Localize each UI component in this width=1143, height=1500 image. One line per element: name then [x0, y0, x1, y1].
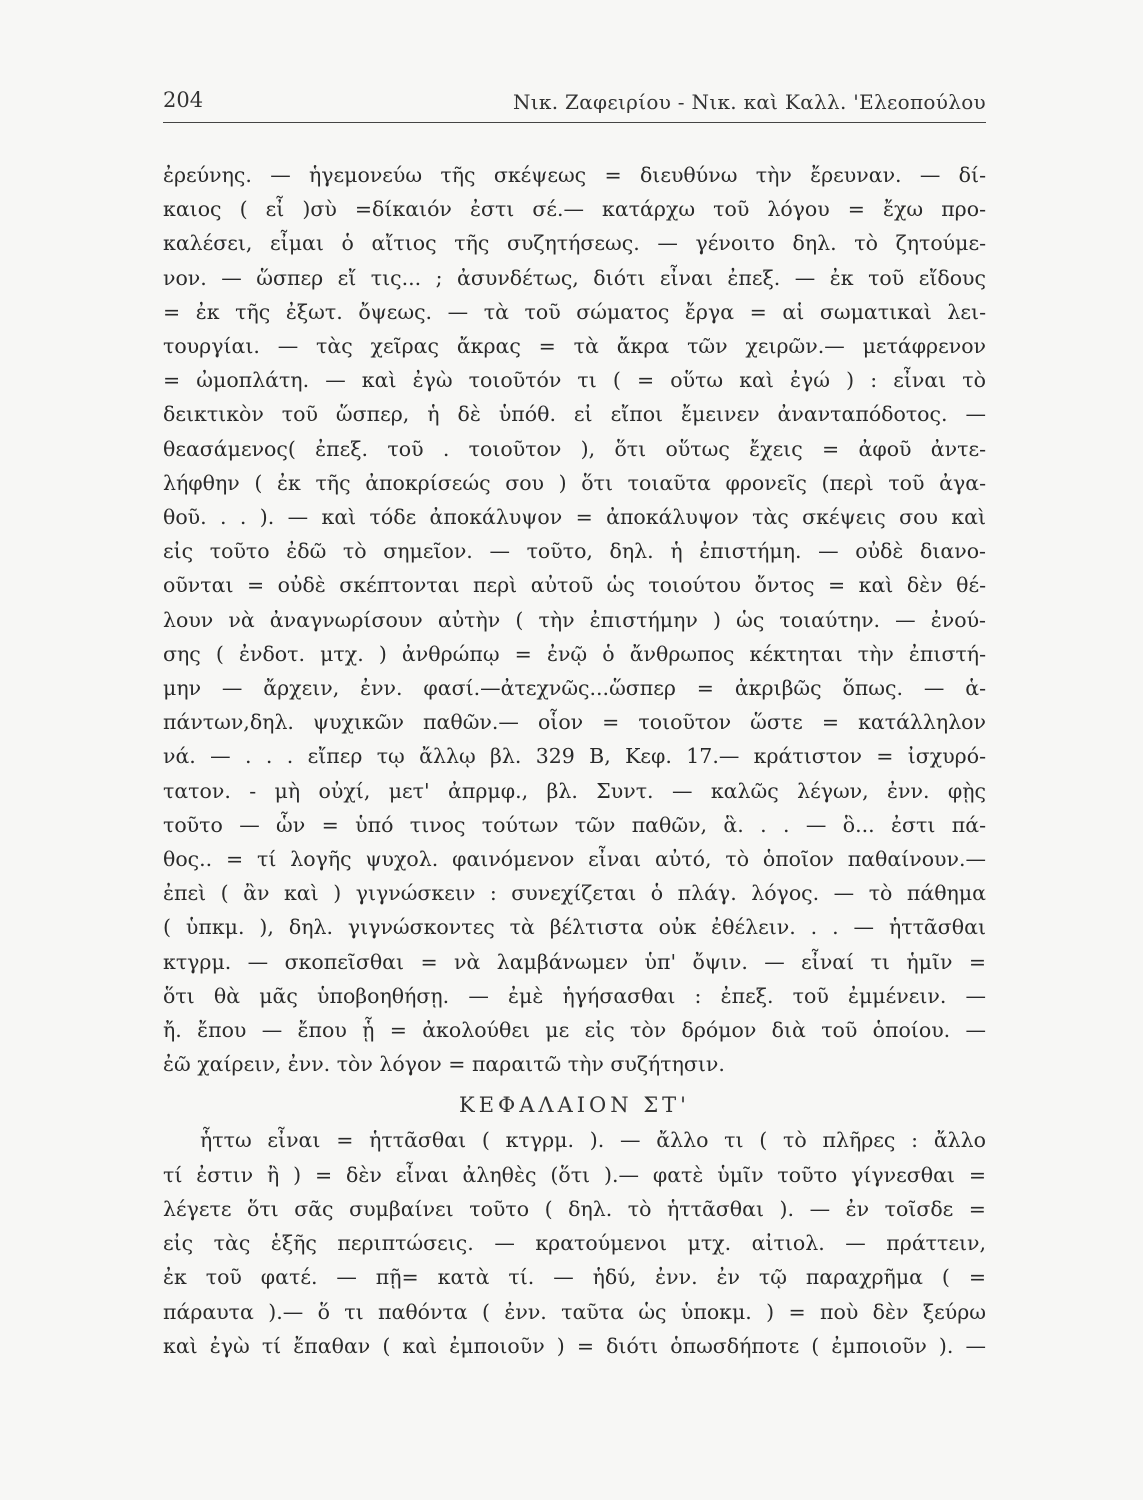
text-line: ἐπεὶ ( ἂν καὶ ) γιγνώσκειν : συνεχίζεται ὁ πλάγ. λόγος. — τὸ πάθημα: [163, 881, 986, 906]
text-line: σης ( ἐνδοτ. μτχ. ) ἀνθρώπῳ = ἐνῷ ὁ ἄνθρωπος κέκτηται τὴν ἐπιστή-: [163, 641, 986, 666]
text-line: πάντων,δηλ. ψυχικῶν παθῶν.— οἷον = τοιοῦτον ὥστε = κατάλληλον: [163, 710, 986, 735]
text-line: δεικτικὸν τοῦ ὥσπερ, ἡ δὲ ὑπόθ. εἰ εἴποι ἔμεινεν ἀνανταπόδοτος. —: [163, 402, 986, 427]
text-line: ἐρεύνης. — ἡγεμονεύω τῆς σκέψεως = διευθύνω τὴν ἔρευναν. — δί-: [163, 163, 986, 187]
text-line: ἐκ τοῦ φατέ. — πῇ= κατὰ τί. — ἡδύ, ἐνν. ἐν τῷ παραχρῆμα ( =: [163, 1265, 986, 1290]
text-line: καιος ( εἶ )σὺ =δίκαιόν ἐστι σέ.— κατάρχω τοῦ λόγου = ἔχω προ-: [163, 197, 986, 222]
text-line: θεασάμενος( ἐπεξ. τοῦ . τοιοῦτον ), ὅτι οὕτως ἔχεις = ἀφοῦ ἀντε-: [163, 436, 986, 461]
chapter-heading: ΚΕΦΑΛΑΙΟΝ ΣΤ': [459, 1093, 690, 1118]
text-line: τατον. - μὴ οὐχί, μετ' ἀπρμφ., βλ. Συντ. — καλῶς λέγων, ἐνν. φῂς: [163, 778, 986, 803]
commentary-block: [163, 158, 986, 1081]
running-head: Νικ. Ζαφειρίου - Νικ. καὶ Καλλ. 'Ελεοπούλου: [512, 90, 986, 114]
chapter-block: [163, 1123, 986, 1362]
text-line: νά. — . . . εἴπερ τῳ ἄλλῳ βλ. 329 Β, Κεφ. 17.— κράτιστον = ἰσχυρό-: [163, 744, 986, 769]
text-line: ἤ. ἔπου — ἔπου ᾗ = ἀκολούθει με εἰς τὸν δρόμον διὰ τοῦ ὁποίου. —: [163, 1018, 986, 1043]
text-line: τί ἐστιν ἢ ) = δὲν εἶναι ἀληθὲς (ὅτι ).— φατὲ ὑμῖν τοῦτο γίγνεσθαι =: [163, 1162, 986, 1187]
text-line: λέγετε ὅτι σᾶς συμβαίνει τοῦτο ( δηλ. τὸ ἡττᾶσθαι ). — ἐν τοῖσδε =: [163, 1196, 986, 1221]
text-line: = ἐκ τῆς ἐξωτ. ὄψεως. — τὰ τοῦ σώματος ἔργα = αἱ σωματικαὶ λει-: [163, 299, 986, 324]
text-line: τουργίαι. — τὰς χεῖρας ἄκρας = τὰ ἄκρα τῶν χειρῶν.— μετάφρενον: [163, 334, 986, 359]
text-line: τοῦτο — ὧν = ὑπό τινος τούτων τῶν παθῶν, ἃ. . . — ὃ... ἐστι πά-: [163, 812, 986, 837]
text-line: οῦνται = οὐδὲ σκέπτονται περὶ αὐτοῦ ὡς τοιούτου ὄντος = καὶ δὲν θέ-: [163, 573, 986, 598]
page-header: [163, 86, 986, 123]
page-number: 204: [163, 88, 204, 112]
text-line: μην — ἄρχειν, ἐνν. φασί.—ἀτεχνῶς...ὥσπερ = ἀκριβῶς ὅπως. — ἁ-: [163, 676, 986, 701]
text-line: ἧττω εἶναι = ἡττᾶσθαι ( κτγρμ. ). — ἄλλο τι ( τὸ πλῆρες : ἄλλο: [200, 1128, 986, 1153]
text-line: καὶ ἐγὼ τί ἔπαθαν ( καὶ ἐμποιοῦν ) = διότι ὁπωσδήποτε ( ἐμποιοῦν ). —: [163, 1333, 986, 1358]
text-line: πάραυτα ).— ὅ τι παθόντα ( ἐνν. ταῦτα ὡς ὑποκμ. ) = ποὺ δὲν ξεύρω: [163, 1299, 986, 1324]
text-line: εἰς τοῦτο ἐδῶ τὸ σημεῖον. — τοῦτο, δηλ. ἡ ἐπιστήμη. — οὐδὲ διανο-: [163, 539, 986, 564]
text-line: λουν νὰ ἀναγνωρίσουν αὐτὴν ( τὴν ἐπιστήμην ) ὡς τοιαύτην. — ἐνού-: [163, 607, 986, 632]
text-line: νον. — ὥσπερ εἴ τις... ; ἀσυνδέτως, διότι εἶναι ἐπεξ. — ἐκ τοῦ εἴδους: [163, 265, 986, 290]
text-line: εἰς τὰς ἑξῆς περιπτώσεις. — κρατούμενοι μτχ. αἰτιολ. — πράττειν,: [163, 1231, 986, 1256]
text-line: = ὠμοπλάτη. — καὶ ἐγὼ τοιοῦτόν τι ( = οὕτω καὶ ἐγώ ) : εἶναι τὸ: [163, 368, 986, 393]
text-line: θος.. = τί λογῆς ψυχολ. φαινόμενον εἶναι αὐτό, τὸ ὁποῖον παθαίνουν.—: [163, 847, 986, 872]
text-line: ἐῶ χαίρειν, ἐνν. τὸν λόγον = παραιτῶ τὴν συζήτησιν.: [163, 1052, 725, 1077]
text-line: θοῦ. . . ). — καὶ τόδε ἀποκάλυψον = ἀποκάλυψον τὰς σκέψεις σου καὶ: [163, 505, 986, 530]
text-line: ( ὑπκμ. ), δηλ. γιγνώσκοντες τὰ βέλτιστα οὐκ ἐθέλειν. . . — ἡττᾶσθαι: [163, 915, 986, 940]
text-line: κτγρμ. — σκοπεῖσθαι = νὰ λαμβάνωμεν ὑπ' ὄψιν. — εἶναί τι ἡμῖν =: [163, 949, 986, 974]
text-line: λήφθην ( ἐκ τῆς ἀποκρίσεώς σου ) ὅτι τοιαῦτα φρονεῖς (περὶ τοῦ ἀγα-: [163, 470, 986, 495]
body-text: [163, 158, 986, 1363]
text-line: ὅτι θὰ μᾶς ὑποβοηθήσῃ. — ἐμὲ ἡγήσασθαι : ἐπεξ. τοῦ ἐμμένειν. —: [163, 983, 986, 1008]
text-line: καλέσει, εἶμαι ὁ αἴτιος τῆς συζητήσεως. — γένοιτο δηλ. τὸ ζητούμε-: [163, 231, 986, 256]
